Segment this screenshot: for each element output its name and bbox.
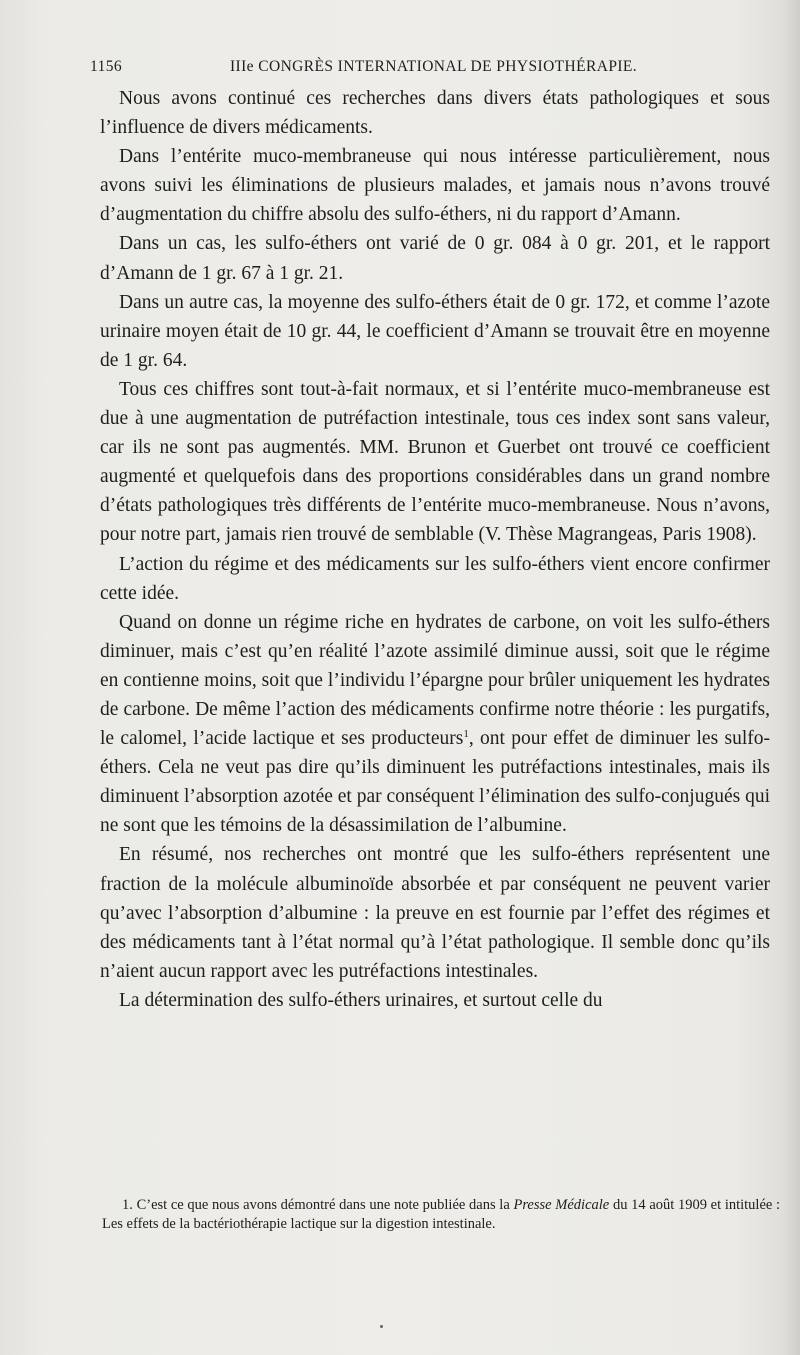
paragraph-8: En résumé, nos recherches ont montré que les sulfo-éthers représentent une fraction de la molécule albuminoïde absorbée et par conséquent ne peuvent varier qu’avec l’absorption d’albumine : la preuve en est fournie par l’effet des régimes et des médicaments tant à l’état normal qu’à l’état pathologique. Il semble donc qu’ils n’aient aucun rapport avec les putréfactions intestinales. [100, 844, 770, 982]
paragraph-4: Dans un autre cas, la moyenne des sulfo-éthers était de 0 gr. 172, et comme l’azote urinaire moyen était de 10 gr. 44, le coefficient d’Amann se trouvait être en moyenne de 1 gr. 64. [100, 291, 770, 371]
paragraph-3: Dans un cas, les sulfo-éthers ont varié de 0 gr. 084 à 0 gr. 201, et le rapport d’Amann de 1 gr. 67 à 1 gr. 21. [100, 233, 770, 284]
header-title: IIIe CONGRÈS INTERNATIONAL DE PHYSIOTHÉRAPIE. [230, 58, 638, 75]
paragraph-7-text: Quand on donne un régime riche en hydrates de carbone, on voit les sulfo-éthers diminuer, mais c’est qu’en réalité l’azote assimilé diminue aussi, soit que le régime en contienne moins, soit que l’individu l’épargne pour brûler uniquement les hydrates de carbone. De même l’action des médicaments confirme notre théorie : les purgatifs, le calomel, l’acide lactique et ses producteurs [100, 611, 770, 750]
footnote-text-after: du 14 août 1909 et intitulée : Les effets de la bactériothérapie lactique sur la digestion intestinale. [102, 1197, 781, 1232]
paragraph-1: Nous avons continué ces recherches dans divers états pathologiques et sous l’influence de divers médicaments. [100, 88, 770, 139]
footnote-1 [102, 1196, 780, 1233]
paper-speck [380, 1325, 383, 1328]
footnote-journal: Presse Médicale [513, 1197, 610, 1213]
body-text [100, 84, 770, 1015]
paragraph-9: La détermination des sulfo-éthers urinaires, et surtout celle du [119, 989, 603, 1011]
footnote-reference: 1 [463, 728, 469, 741]
footnotes [102, 1196, 780, 1233]
running-head [90, 58, 775, 80]
paragraph-5: Tous ces chiffres sont tout-à-fait normaux, et si l’entérite muco-membraneuse est due à une augmentation de putréfaction intestinale, tous ces index sont sans valeur, car ils ne sont pas augmentés. MM. Brunon et Guerbet ont trouvé ce coefficient augmenté et quelquefois dans des proportions considérables dans un grand nombre d’états pathologiques très différents de l’entérite muco-membraneuse. Nous n’avons, pour notre part, jamais rien trouvé de semblable (V. Thèse Magrangeas, Paris 1908). [100, 378, 770, 546]
paragraph-7-tail: , ont pour effet de diminuer les sulfo-éthers. Cela ne veut pas dire qu’ils diminuent les putréfactions intestinales, mais ils diminuent l’absorption azotée et par conséquent l’élimination des sulfo-conjugués qui ne sont que les témoins de la désassimilation de l’albumine. [100, 728, 770, 837]
paragraph-7 [100, 608, 770, 841]
paragraph-2: Dans l’entérite muco-membraneuse qui nous intéresse particulièrement, nous avons suivi les éliminations de plusieurs malades, et jamais nous n’avons trouvé d’augmentation du chiffre absolu des sulfo-éthers, ni du rapport d’Amann. [100, 146, 770, 226]
footnote-text-before: C’est ce que nous avons démontré dans une note publiée dans la [136, 1197, 510, 1213]
paragraph-6: L’action du régime et des médicaments sur les sulfo-éthers vient encore confirmer cette idée. [100, 553, 770, 604]
footnote-number: 1. [122, 1197, 133, 1213]
page-edge-shadow [782, 0, 800, 1355]
page-number: 1156 [90, 58, 123, 75]
